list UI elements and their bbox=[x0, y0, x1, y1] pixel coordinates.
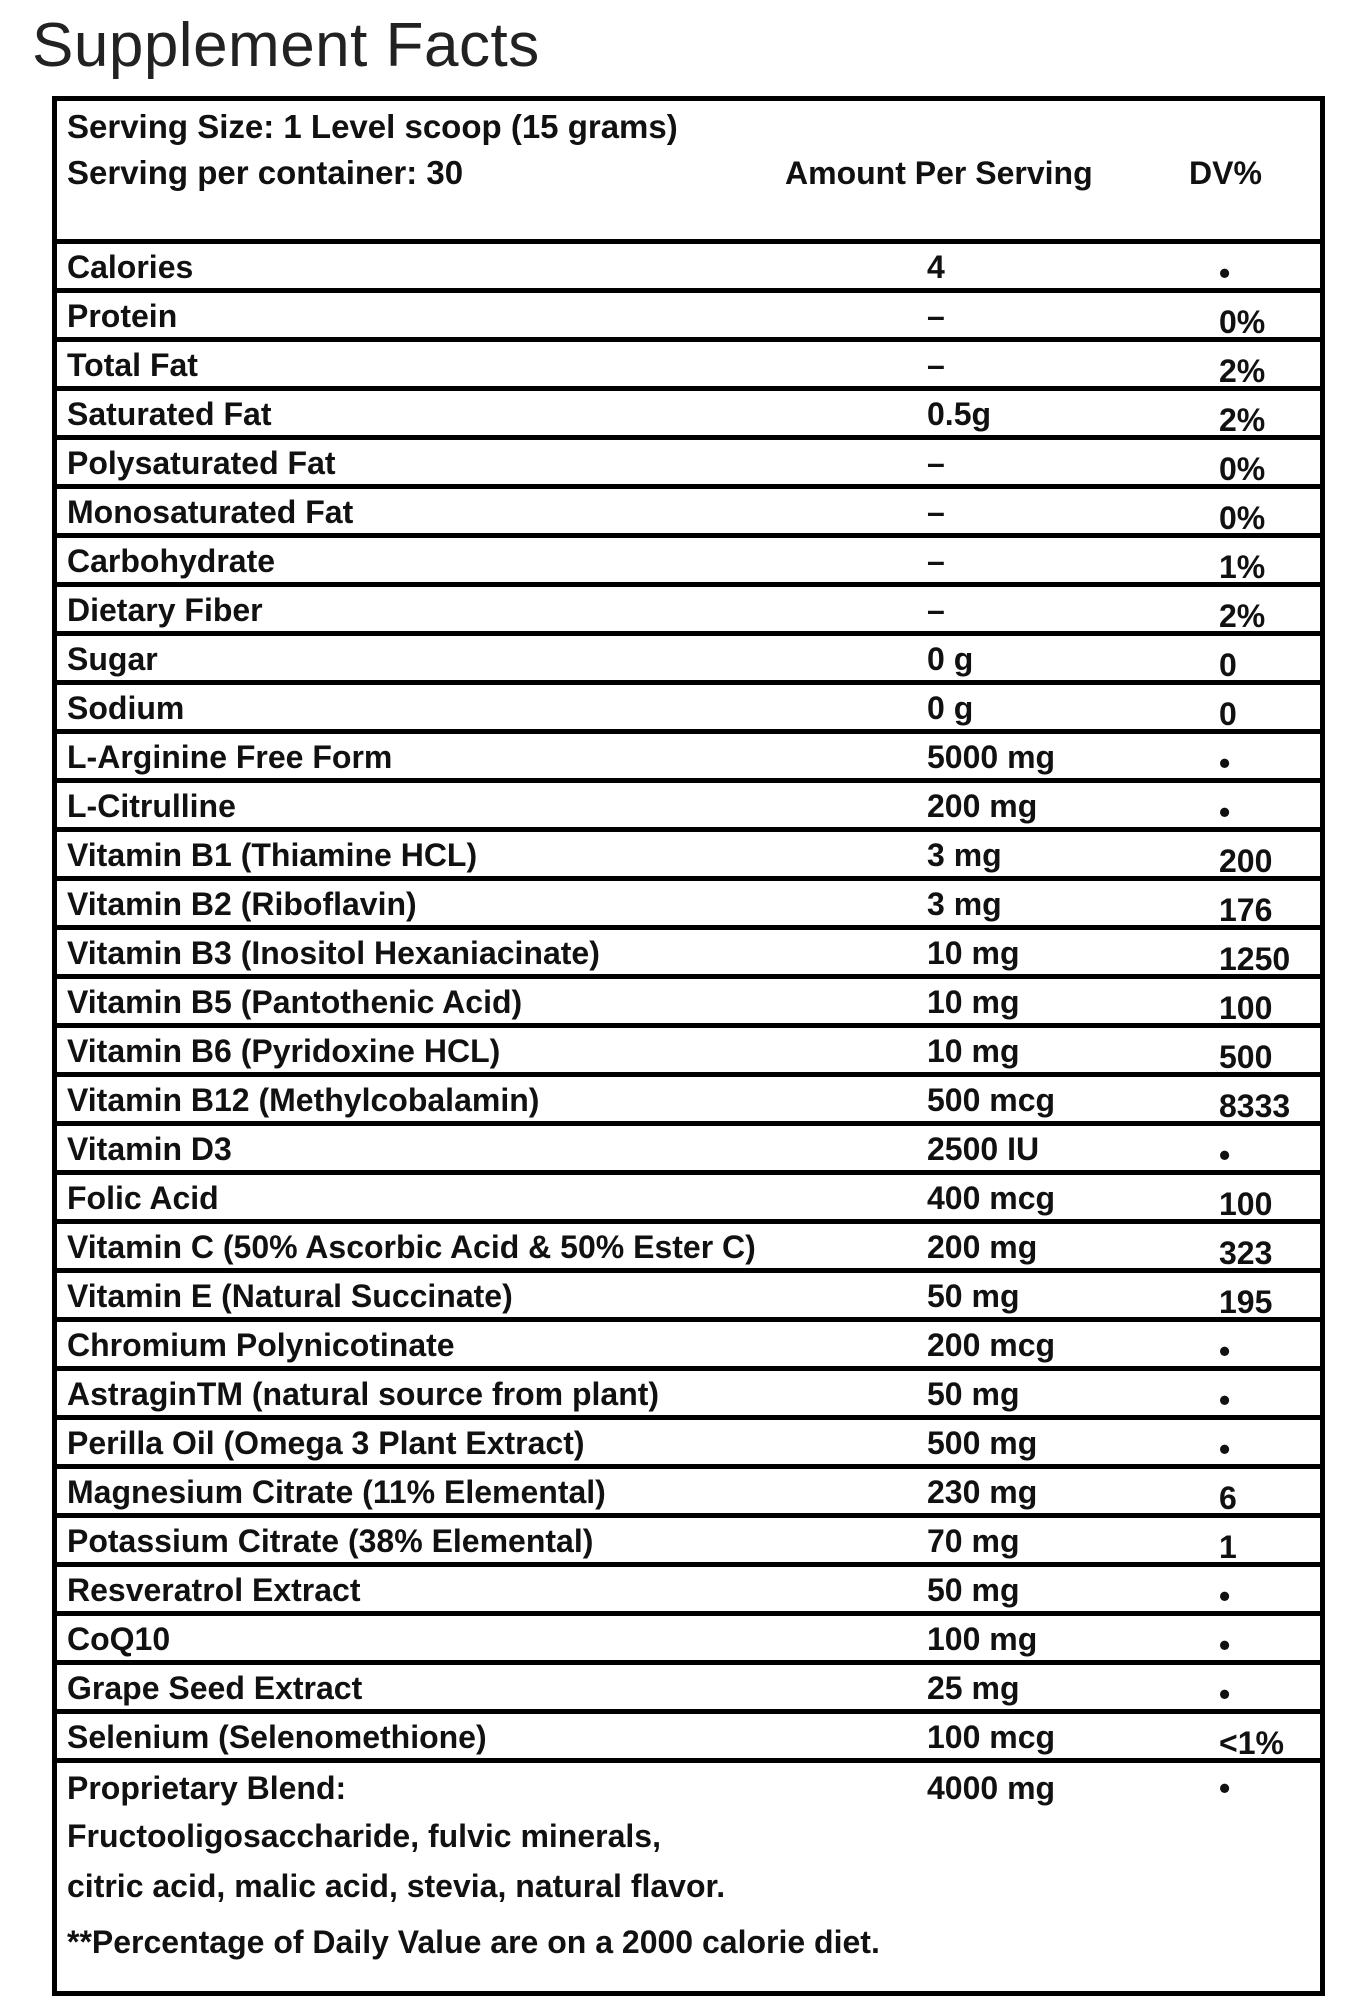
nutrient-amount: 500 mcg bbox=[927, 1082, 1056, 1118]
nutrient-name: Potassium Citrate (38% Elemental) bbox=[67, 1523, 594, 1559]
nutrient-amount: 100 mg bbox=[927, 1621, 1038, 1657]
nutrient-dv: 1250 bbox=[1219, 941, 1291, 977]
nutrient-dv: 100 bbox=[1219, 990, 1273, 1026]
nutrient-name: Vitamin B5 (Pantothenic Acid) bbox=[67, 984, 523, 1020]
nutrient-dv: 2% bbox=[1219, 353, 1266, 389]
nutrient-dv: 1 bbox=[1219, 1529, 1237, 1565]
nutrient-name: Vitamin E (Natural Succinate) bbox=[67, 1278, 513, 1314]
facts-header bbox=[57, 101, 1320, 244]
nutrient-dv: 200 bbox=[1219, 843, 1273, 879]
nutrient-amount: 0 g bbox=[927, 690, 974, 726]
nutrient-dv: 2% bbox=[1219, 598, 1266, 634]
nutrient-amount: – bbox=[927, 592, 945, 628]
nutrient-name: Saturated Fat bbox=[67, 396, 272, 432]
nutrient-dv: 195 bbox=[1219, 1284, 1273, 1320]
nutrient-name: Carbohydrate bbox=[67, 543, 276, 579]
blend-ingredients-line-1: Fructooligosaccharide, fulvic minerals, bbox=[67, 1818, 661, 1854]
nutrient-dv: 0 bbox=[1219, 696, 1237, 732]
nutrient-name: Polysaturated Fat bbox=[67, 445, 336, 481]
nutrient-name: Selenium (Selenomethione) bbox=[67, 1719, 487, 1755]
nutrient-amount: 0 g bbox=[927, 641, 974, 677]
nutrient-dv: 100 bbox=[1219, 1186, 1273, 1222]
nutrient-name: Monosaturated Fat bbox=[67, 494, 354, 530]
table-row bbox=[57, 1469, 1320, 1518]
table-row bbox=[57, 1371, 1320, 1420]
nutrient-name: Folic Acid bbox=[67, 1180, 219, 1216]
nutrient-dv: • bbox=[1219, 1431, 1231, 1467]
table-row bbox=[57, 1714, 1320, 1763]
nutrient-dv: 6 bbox=[1219, 1480, 1237, 1516]
nutrient-amount: 200 mg bbox=[927, 788, 1038, 824]
nutrient-dv: • bbox=[1219, 794, 1231, 830]
nutrient-dv: • bbox=[1219, 1137, 1231, 1173]
table-row bbox=[57, 930, 1320, 979]
nutrient-dv: 176 bbox=[1219, 892, 1273, 928]
servings-per-container: Serving per container: 30 bbox=[67, 154, 464, 191]
nutrient-amount: – bbox=[927, 543, 945, 579]
table-row bbox=[57, 1126, 1320, 1175]
nutrient-name: Proprietary Blend: bbox=[67, 1770, 347, 1806]
nutrient-amount: 10 mg bbox=[927, 984, 1020, 1020]
nutrient-name: Vitamin B6 (Pyridoxine HCL) bbox=[67, 1033, 501, 1069]
nutrient-name: Magnesium Citrate (11% Elemental) bbox=[67, 1474, 606, 1510]
table-row bbox=[57, 1224, 1320, 1273]
nutrient-dv: 1% bbox=[1219, 549, 1266, 585]
nutrient-name: Sodium bbox=[67, 690, 185, 726]
table-row bbox=[57, 1028, 1320, 1077]
nutrient-dv: • bbox=[1219, 745, 1231, 781]
nutrient-dv: • bbox=[1219, 1333, 1231, 1369]
nutrient-dv: • bbox=[1219, 1770, 1231, 1806]
table-row bbox=[57, 1567, 1320, 1616]
table-row bbox=[57, 293, 1320, 342]
nutrient-amount: – bbox=[927, 347, 945, 383]
nutrient-amount: 400 mcg bbox=[927, 1180, 1056, 1216]
nutrient-amount: 200 mg bbox=[927, 1229, 1038, 1265]
amount-column-header: Amount Per Serving bbox=[785, 155, 1093, 191]
nutrient-name: L-Citrulline bbox=[67, 788, 236, 824]
table-row bbox=[57, 636, 1320, 685]
nutrient-name: Calories bbox=[67, 249, 194, 285]
nutrient-dv: <1% bbox=[1219, 1725, 1284, 1761]
nutrient-dv: • bbox=[1219, 1676, 1231, 1712]
table-row bbox=[57, 1665, 1320, 1714]
table-row bbox=[57, 1616, 1320, 1665]
supplement-facts-panel bbox=[52, 96, 1325, 1996]
nutrient-name: CoQ10 bbox=[67, 1621, 171, 1657]
table-row bbox=[57, 489, 1320, 538]
nutrient-dv: 8333 bbox=[1219, 1088, 1291, 1124]
nutrient-name: AstraginTM (natural source from plant) bbox=[67, 1376, 660, 1412]
nutrient-dv: 0% bbox=[1219, 500, 1266, 536]
table-row bbox=[57, 832, 1320, 881]
nutrient-amount: 2500 IU bbox=[927, 1131, 1040, 1167]
nutrient-amount: 50 mg bbox=[927, 1572, 1020, 1608]
nutrient-dv: • bbox=[1219, 255, 1231, 291]
table-row bbox=[57, 734, 1320, 783]
nutrient-amount: 5000 mg bbox=[927, 739, 1056, 775]
nutrient-name: Vitamin B12 (Methylcobalamin) bbox=[67, 1082, 540, 1118]
nutrient-amount: – bbox=[927, 494, 945, 530]
nutrient-name: Perilla Oil (Omega 3 Plant Extract) bbox=[67, 1425, 585, 1461]
nutrient-amount: 4 bbox=[927, 249, 945, 285]
nutrient-name: Vitamin B1 (Thiamine HCL) bbox=[67, 837, 478, 873]
table-row bbox=[57, 1273, 1320, 1322]
table-row bbox=[57, 685, 1320, 734]
facts-table bbox=[57, 244, 1320, 1973]
nutrient-name: Resveratrol Extract bbox=[67, 1572, 361, 1608]
nutrient-amount: 25 mg bbox=[927, 1670, 1020, 1706]
nutrient-amount: 3 mg bbox=[927, 886, 1002, 922]
daily-value-footnote: **Percentage of Daily Value are on a 2000 calorie diet. bbox=[67, 1924, 880, 1960]
nutrient-dv: 0% bbox=[1219, 451, 1266, 487]
proprietary-blend-row bbox=[57, 1763, 1320, 1973]
serving-size: Serving Size: 1 Level scoop (15 grams) bbox=[67, 108, 678, 145]
nutrient-amount: 200 mcg bbox=[927, 1327, 1056, 1363]
nutrient-dv: 2% bbox=[1219, 402, 1266, 438]
nutrient-amount: 50 mg bbox=[927, 1278, 1020, 1314]
nutrient-name: Vitamin B2 (Riboflavin) bbox=[67, 886, 417, 922]
table-row bbox=[57, 342, 1320, 391]
nutrient-dv: 0 bbox=[1219, 647, 1237, 683]
blend-ingredients-line-2: citric acid, malic acid, stevia, natural flavor. bbox=[67, 1868, 726, 1904]
nutrient-name: Vitamin D3 bbox=[67, 1131, 232, 1167]
table-row bbox=[57, 979, 1320, 1028]
table-row bbox=[57, 1322, 1320, 1371]
nutrient-amount: 10 mg bbox=[927, 935, 1020, 971]
table-row bbox=[57, 538, 1320, 587]
dv-column-header: DV% bbox=[1189, 155, 1262, 191]
nutrient-name: Dietary Fiber bbox=[67, 592, 263, 628]
nutrient-amount: 50 mg bbox=[927, 1376, 1020, 1412]
page-title: Supplement Facts bbox=[32, 11, 540, 80]
nutrient-amount: – bbox=[927, 445, 945, 481]
nutrient-dv: • bbox=[1219, 1578, 1231, 1614]
table-row bbox=[57, 391, 1320, 440]
nutrient-dv: 500 bbox=[1219, 1039, 1273, 1075]
nutrient-name: L-Arginine Free Form bbox=[67, 739, 393, 775]
nutrient-amount: 4000 mg bbox=[927, 1770, 1056, 1806]
nutrient-amount: 3 mg bbox=[927, 837, 1002, 873]
nutrient-dv: 323 bbox=[1219, 1235, 1273, 1271]
nutrient-amount: 10 mg bbox=[927, 1033, 1020, 1069]
nutrient-amount: 70 mg bbox=[927, 1523, 1020, 1559]
nutrient-amount: 100 mcg bbox=[927, 1719, 1056, 1755]
table-row bbox=[57, 1420, 1320, 1469]
nutrient-name: Vitamin C (50% Ascorbic Acid & 50% Ester C) bbox=[67, 1229, 756, 1265]
nutrient-amount: 230 mg bbox=[927, 1474, 1038, 1510]
nutrient-dv: • bbox=[1219, 1382, 1231, 1418]
table-row bbox=[57, 881, 1320, 930]
nutrient-name: Vitamin B3 (Inositol Hexaniacinate) bbox=[67, 935, 600, 971]
table-row bbox=[57, 783, 1320, 832]
table-row bbox=[57, 1518, 1320, 1567]
table-row bbox=[57, 1077, 1320, 1126]
table-row bbox=[57, 440, 1320, 489]
nutrient-name: Protein bbox=[67, 298, 178, 334]
nutrient-amount: 500 mg bbox=[927, 1425, 1038, 1461]
nutrient-name: Sugar bbox=[67, 641, 158, 677]
nutrient-name: Chromium Polynicotinate bbox=[67, 1327, 455, 1363]
table-row bbox=[57, 587, 1320, 636]
nutrient-name: Total Fat bbox=[67, 347, 198, 383]
table-row bbox=[57, 244, 1320, 293]
nutrient-amount: 0.5g bbox=[927, 396, 992, 432]
table-row bbox=[57, 1175, 1320, 1224]
nutrient-dv: • bbox=[1219, 1627, 1231, 1663]
nutrient-dv: 0% bbox=[1219, 304, 1266, 340]
nutrient-name: Grape Seed Extract bbox=[67, 1670, 363, 1706]
nutrient-amount: – bbox=[927, 298, 945, 334]
